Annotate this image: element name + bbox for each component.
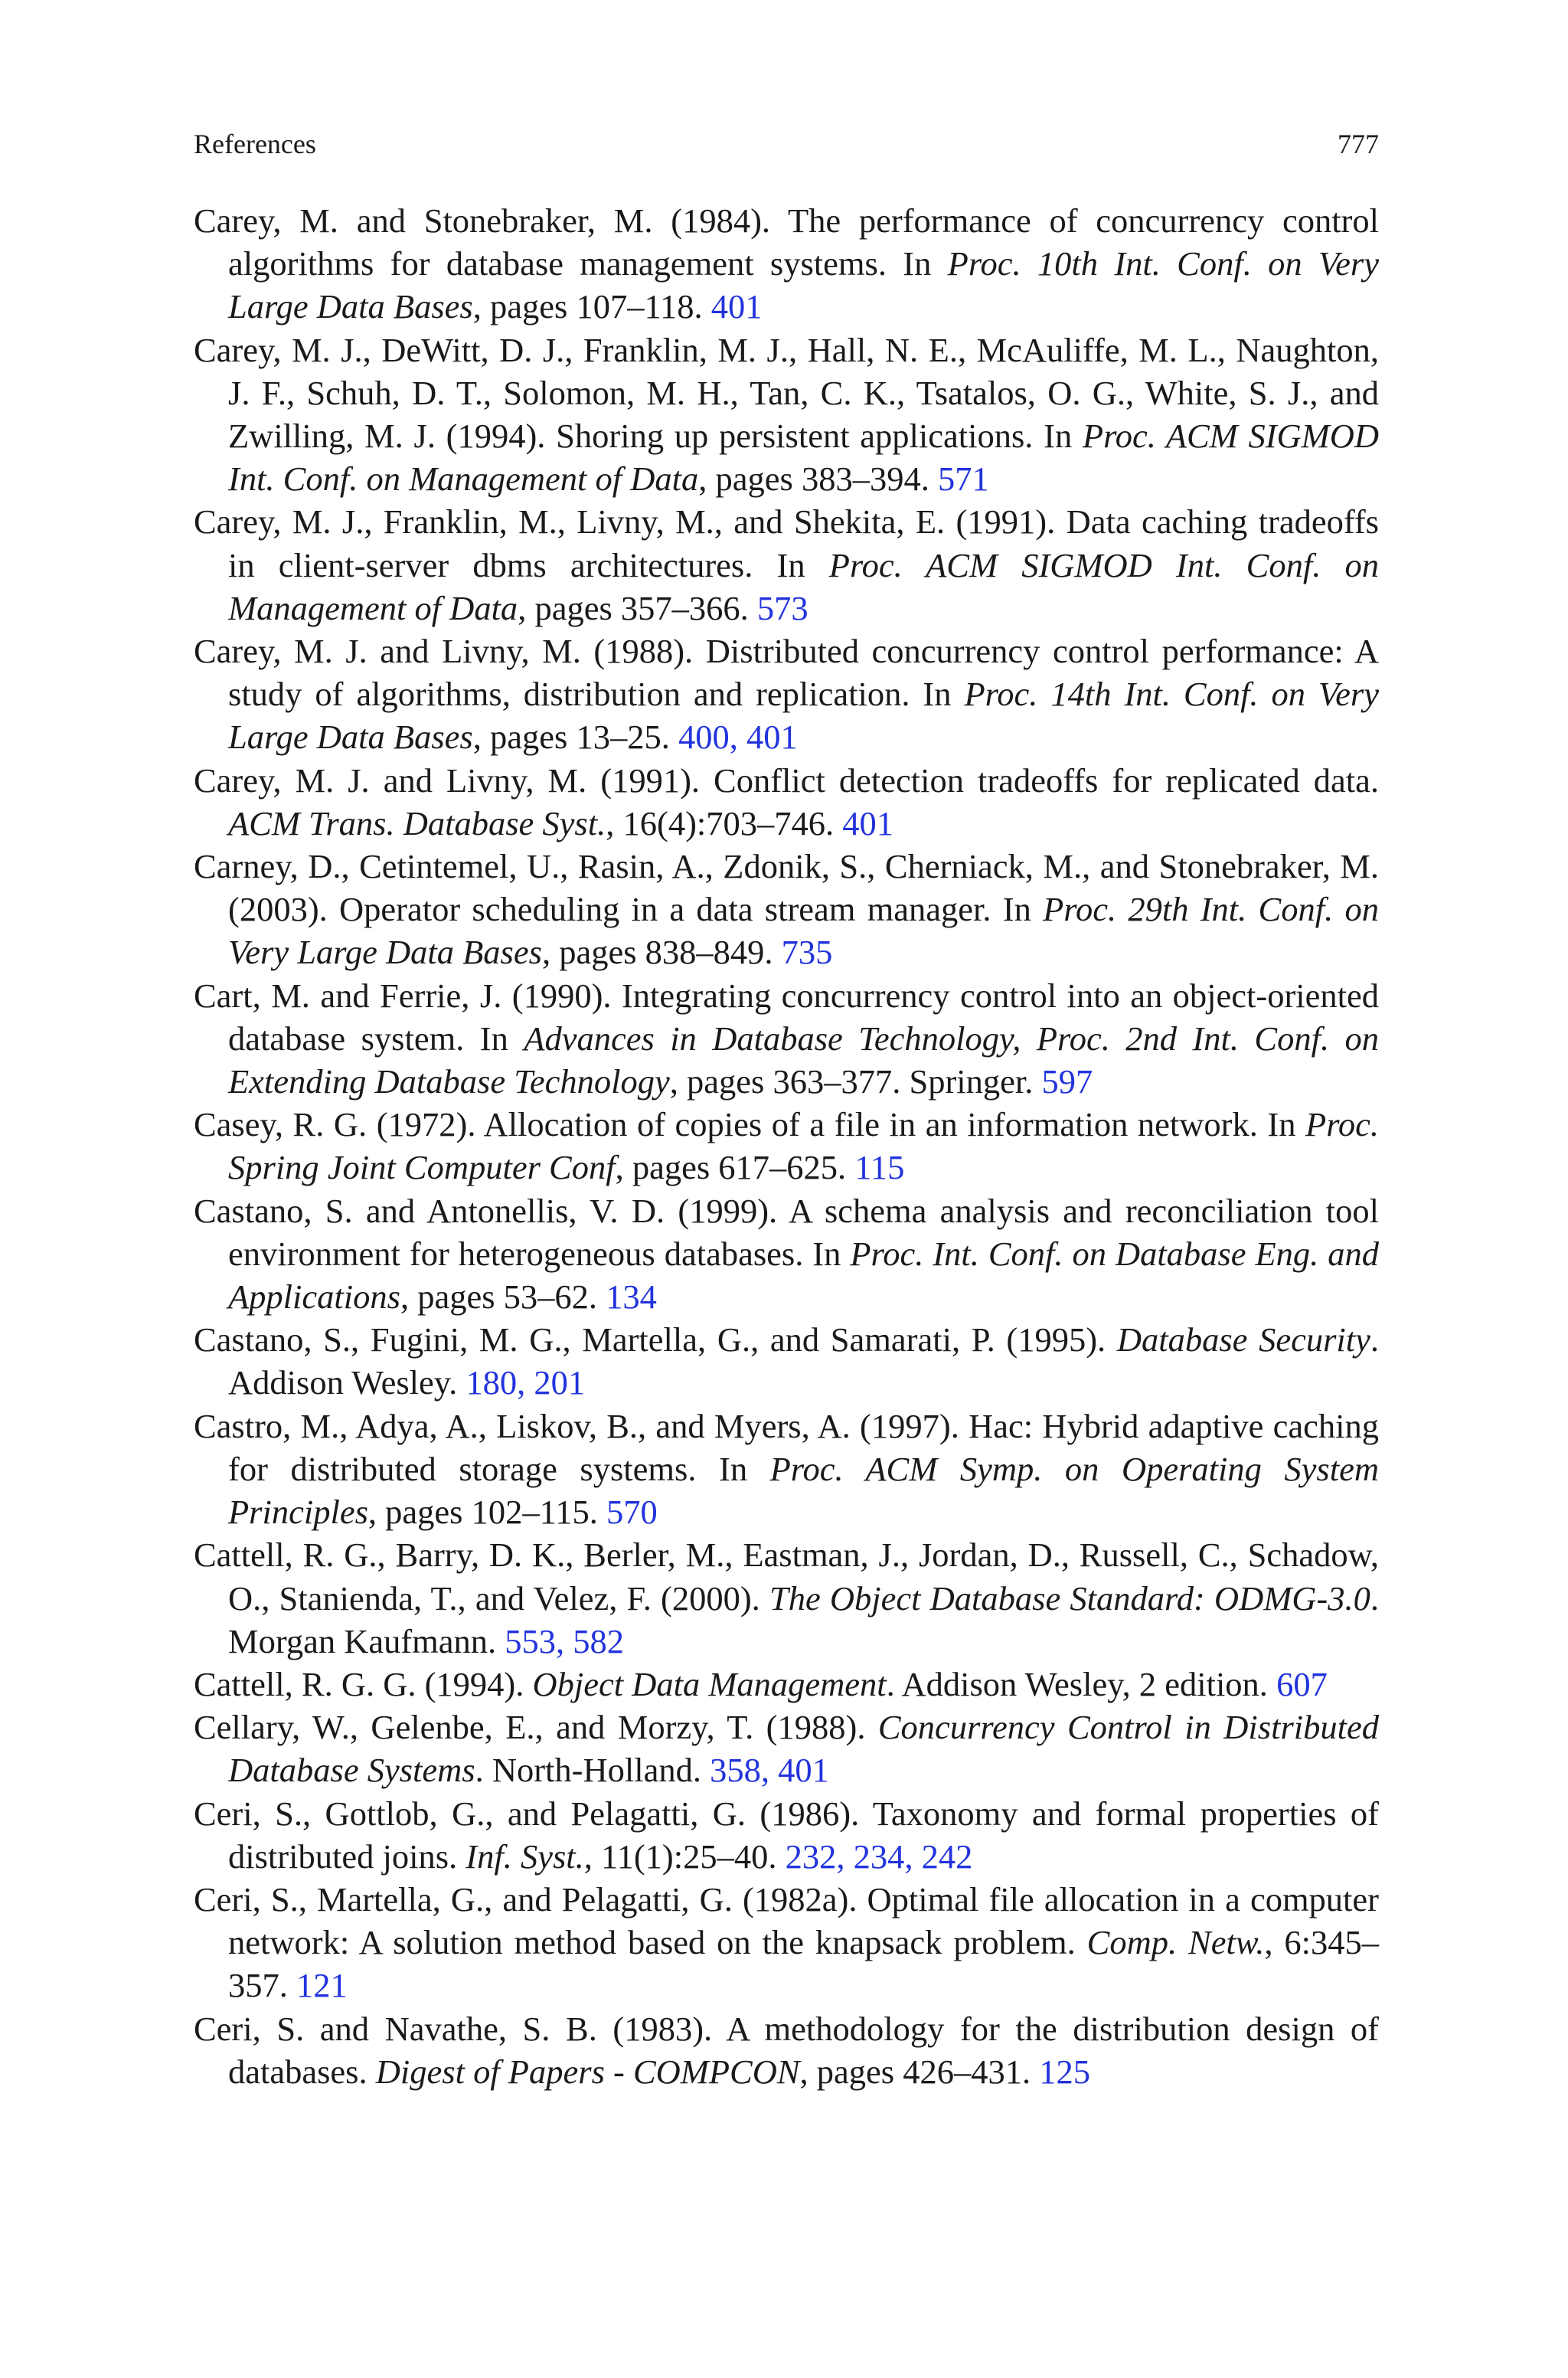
reference-text: Cart, M. and Ferrie, J. (1990). Integrating concurrency control into an object-oriented database system. In xyxy=(194,976,1379,1058)
reference-text: Carey, M. J., DeWitt, D. J., Franklin, M. J., Hall, N. E., McAuliffe, M. L., Naughton, J. F., Schuh, D. T., Solomon, M. H., Tan, C. K., Tsatalos, O. G., White, S. J., and Zwilling, M. J. (1994). Shoring up persistent applications. In xyxy=(194,330,1379,456)
reference-details: . Morgan Kaufmann. xyxy=(228,1578,1379,1660)
reference-text: Cellary, W., Gelenbe, E., and Morzy, T. (1988). xyxy=(194,1708,878,1747)
back-reference-pages-link[interactable]: 553, 582 xyxy=(505,1621,625,1660)
reference-venue: Proc. Int. Conf. on Database Eng. and Applications xyxy=(228,1234,1379,1317)
back-reference-pages-link[interactable]: 571 xyxy=(938,460,989,499)
back-reference-pages-link[interactable]: 401 xyxy=(842,803,894,842)
reference-venue: Comp. Netw. xyxy=(1086,1923,1265,1962)
reference-details: , pages 838–849. xyxy=(541,933,782,972)
running-head xyxy=(194,125,1379,163)
reference-text: Cattell, R. G., Barry, D. K., Berler, M., Eastman, J., Jordan, D., Russell, C., Schadow, O., Stanienda, T., and Velez, F. (2000). xyxy=(194,1536,1379,1617)
reference-details: . Addison Wesley, 2 edition. xyxy=(886,1664,1277,1703)
reference-details: , 6:345–357. xyxy=(228,1923,1379,2005)
reference-entry xyxy=(194,1405,1379,1534)
reference-venue: Proc. ACM Symp. on Operating System Principles xyxy=(228,1449,1380,1532)
back-reference-pages-link[interactable]: 180, 201 xyxy=(466,1363,586,1402)
reference-details: , pages 13–25. xyxy=(472,718,678,757)
reference-details: . North-Holland. xyxy=(475,1751,710,1790)
reference-entry xyxy=(194,329,1379,501)
back-reference-pages-link[interactable]: 400, 401 xyxy=(678,718,798,757)
reference-entry xyxy=(194,1533,1379,1663)
reference-entry xyxy=(194,974,1379,1104)
reference-entry xyxy=(194,845,1379,974)
reference-venue: Inf. Syst. xyxy=(466,1837,584,1876)
page-number: 777 xyxy=(1338,129,1379,159)
reference-entry xyxy=(194,1318,1379,1404)
back-reference-pages-link[interactable]: 134 xyxy=(606,1277,657,1317)
reference-venue: Object Data Management xyxy=(532,1664,887,1703)
back-reference-pages-link[interactable]: 232, 234, 242 xyxy=(785,1837,973,1876)
reference-venue: Proc. 10th Int. Conf. on Very Large Data Bases xyxy=(228,244,1380,326)
reference-details: , pages 383–394. xyxy=(698,460,938,499)
back-reference-pages-link[interactable]: 121 xyxy=(296,1966,348,2005)
reference-details: , pages 617–625. xyxy=(615,1148,855,1187)
reference-text: Carey, M. J., Franklin, M., Livny, M., and Shekita, E. (1991). Data caching tradeoffs in client-server dbms architectures. In xyxy=(194,502,1379,584)
reference-entry xyxy=(194,500,1379,630)
reference-venue: The Object Database Standard: ODMG-3.0 xyxy=(769,1578,1370,1617)
back-reference-pages-link[interactable]: 573 xyxy=(756,588,808,627)
reference-text: Ceri, S., Gottlob, G., and Pelagatti, G. (1986). Taxonomy and formal properties of distributed joins. xyxy=(194,1794,1379,1876)
reference-entry xyxy=(194,1189,1379,1319)
reference-entry xyxy=(194,1878,1379,2007)
reference-details: , pages 53–62. xyxy=(400,1277,606,1317)
reference-venue: Concurrency Control in Distributed Database Systems xyxy=(228,1708,1379,1790)
back-reference-pages-link[interactable]: 735 xyxy=(781,933,833,972)
reference-venue: Proc. ACM SIGMOD Int. Conf. on Management of Data xyxy=(228,545,1379,627)
back-reference-pages-link[interactable]: 570 xyxy=(606,1493,658,1532)
reference-text: Cattell, R. G. G. (1994). xyxy=(194,1664,533,1703)
reference-details: , pages 107–118. xyxy=(472,287,711,326)
reference-entry xyxy=(194,1663,1379,1706)
reference-entry xyxy=(194,630,1379,759)
reference-venue: Database Security xyxy=(1116,1320,1370,1359)
reference-entry xyxy=(194,1706,1379,1791)
reference-text: Casey, R. G. (1972). Allocation of copies of a file in an information network. In xyxy=(194,1105,1306,1144)
reference-venue: Proc. 14th Int. Conf. on Very Large Data Bases xyxy=(228,675,1379,757)
reference-details: , 16(4):703–746. xyxy=(606,803,843,842)
reference-venue: Advances in Database Technology, Proc. 2nd Int. Conf. on Extending Database Technology xyxy=(228,1019,1379,1101)
reference-text: Ceri, S., Martella, G., and Pelagatti, G. (1982a). Optimal file allocation in a computer network: A solution method based on the knapsack problem. xyxy=(194,1879,1379,1962)
back-reference-pages-link[interactable]: 115 xyxy=(854,1148,905,1187)
back-reference-pages-link[interactable]: 358, 401 xyxy=(710,1751,829,1790)
back-reference-pages-link[interactable]: 401 xyxy=(710,287,763,326)
back-reference-pages-link[interactable]: 125 xyxy=(1039,2052,1090,2091)
reference-text: Carey, M. and Stonebraker, M. (1984). The performance of concurrency control algorithms for database management systems. In xyxy=(194,201,1379,283)
reference-details: , pages 102–115. xyxy=(368,1493,606,1532)
reference-text: Carey, M. J. and Livny, M. (1991). Conflict detection tradeoffs for replicated data. xyxy=(194,761,1379,800)
reference-venue: Proc. Spring Joint Computer Conf xyxy=(228,1105,1379,1187)
reference-venue: Proc. 29th Int. Conf. on Very Large Data Bases xyxy=(228,890,1379,972)
reference-venue: Proc. ACM SIGMOD Int. Conf. on Management of Data xyxy=(228,417,1379,499)
reference-details: , 11(1):25–40. xyxy=(583,1837,786,1876)
reference-details: . Addison Wesley. xyxy=(228,1320,1379,1402)
back-reference-pages-link[interactable]: 597 xyxy=(1041,1062,1093,1101)
reference-list xyxy=(194,199,1379,2093)
reference-details: , pages 357–366. xyxy=(518,588,757,627)
section-title: References xyxy=(194,129,316,159)
reference-venue: ACM Trans. Database Syst. xyxy=(228,803,606,842)
back-reference-pages-link[interactable]: 607 xyxy=(1276,1664,1328,1703)
reference-text: Ceri, S. and Navathe, S. B. (1983). A methodology for the distribution design of databases. xyxy=(194,2009,1379,2091)
reference-details: , pages 426–431. xyxy=(799,2052,1040,2091)
reference-entry xyxy=(194,759,1379,845)
reference-details: , pages 363–377. Springer. xyxy=(669,1062,1042,1101)
reference-entry xyxy=(194,1103,1379,1189)
reference-text: Castro, M., Adya, A., Liskov, B., and Myers, A. (1997). Hac: Hybrid adaptive caching for distributed storage systems. In xyxy=(194,1406,1379,1488)
reference-text: Castano, S., Fugini, M. G., Martella, G., and Samarati, P. (1995). xyxy=(194,1320,1117,1359)
reference-entry xyxy=(194,2007,1379,2093)
reference-text: Carey, M. J. and Livny, M. (1988). Distributed concurrency control performance: A study of algorithms, distribution and replication. In xyxy=(194,632,1379,714)
reference-venue: Digest of Papers - COMPCON xyxy=(375,2052,800,2091)
reference-text: Castano, S. and Antonellis, V. D. (1999). A schema analysis and reconciliation tool environment for heterogeneous databases. In xyxy=(194,1191,1379,1273)
reference-entry xyxy=(194,199,1379,329)
reference-entry xyxy=(194,1792,1379,1878)
reference-text: Carney, D., Cetintemel, U., Rasin, A., Zdonik, S., Cherniack, M., and Stonebraker, M. (2003). Operator scheduling in a data stream manager. In xyxy=(194,847,1379,929)
